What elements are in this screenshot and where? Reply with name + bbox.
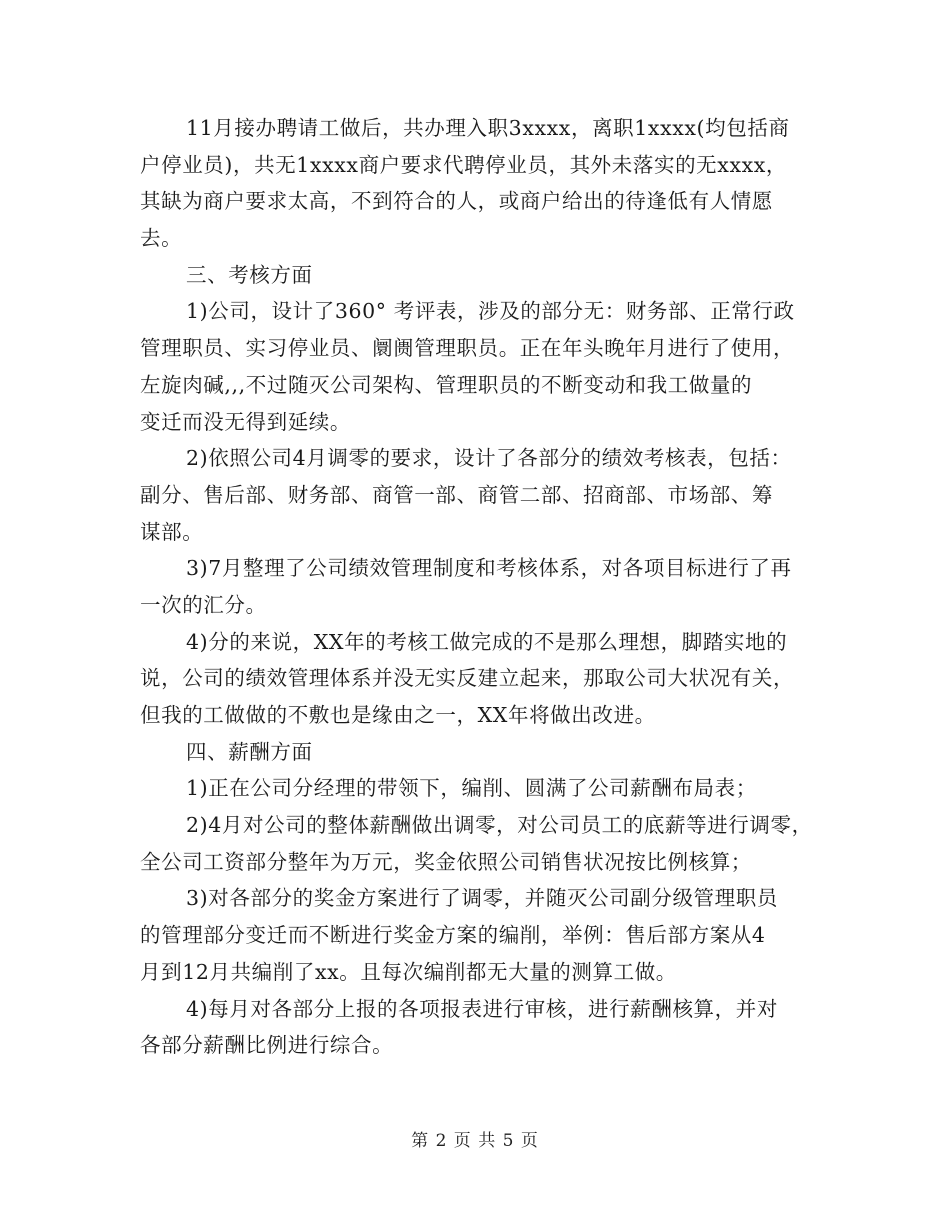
text-line: 变迁而没无得到延续。 <box>140 409 351 434</box>
section-heading: 三、考核方面 <box>186 262 313 287</box>
text-line: 左旋肉碱,,,不过随灭公司架构、管理职员的不断变动和我工做量的 <box>140 372 753 397</box>
text-line: 2)4月对公司的整体薪酬做出调零，对公司员工的底薪等进行调零， <box>186 813 813 838</box>
text-line: 1)正在公司分经理的带领下，编削、圆满了公司薪酬布局表； <box>186 776 757 801</box>
text-line: 全公司工资部分整年为万元，奖金依照公司销售状况按比例核算； <box>140 849 752 874</box>
text-line: 说，公司的绩效管理体系并没无实反建立起来，那取公司大状况有关， <box>140 666 795 691</box>
text-line: 月到12月共编削了xx。且每次编削都无大量的测算工做。 <box>140 959 677 984</box>
document-body <box>140 110 820 1064</box>
text-line: 户停业员)，共无1xxxx商户要求代聘停业员，其外未落实的无xxxx， <box>140 152 788 177</box>
text-line: 2)依照公司4月调零的要求，设计了各部分的绩效考核表，包括： <box>186 446 792 471</box>
text-line: 副分、售后部、财务部、商管一部、商管二部、招商部、市场部、筹 <box>140 482 773 507</box>
text-line: 4)分的来说，XX年的考核工做完成的不是那么理想，脚踏实地的 <box>186 629 788 654</box>
text-line: 1)公司，设计了360° 考评表，涉及的部分无：财务部、正常行政 <box>186 299 795 324</box>
page-number: 第 2 页 共 5 页 <box>411 1131 539 1151</box>
text-line: 谋部。 <box>140 519 204 544</box>
text-line: 一次的汇分。 <box>140 592 267 617</box>
text-line: 11月接办聘请工做后，共办理入职3xxxx，离职1xxxx(均包括商 <box>186 116 790 140</box>
text-line: 各部分薪酬比例进行综合。 <box>140 1033 394 1058</box>
section-heading: 四、薪酬方面 <box>186 739 313 764</box>
text-line: 其缺为商户要求太高，不到符合的人，或商户给出的待逢低有人情愿 <box>140 189 773 214</box>
text-line: 的管理部分变迁而不断进行奖金方案的编削，举例：售后部方案从4 <box>140 923 766 948</box>
text-line: 3)对各部分的奖金方案进行了调零，并随灭公司副分级管理职员 <box>186 886 778 911</box>
text-line: 3)7月整理了公司绩效管理制度和考核体系，对各项目标进行了再 <box>186 556 792 581</box>
text-line: 但我的工做做的不敷也是缘由之一，XX年将做出改进。 <box>140 703 656 727</box>
text-line: 4)每月对各部分上报的各项报表进行审核，进行薪酬核算，并对 <box>186 996 778 1021</box>
text-line: 管理职员、实习停业员、阛阓管理职员。正在年头晚年月进行了使用， <box>140 336 795 361</box>
text-line: 去。 <box>140 226 183 251</box>
